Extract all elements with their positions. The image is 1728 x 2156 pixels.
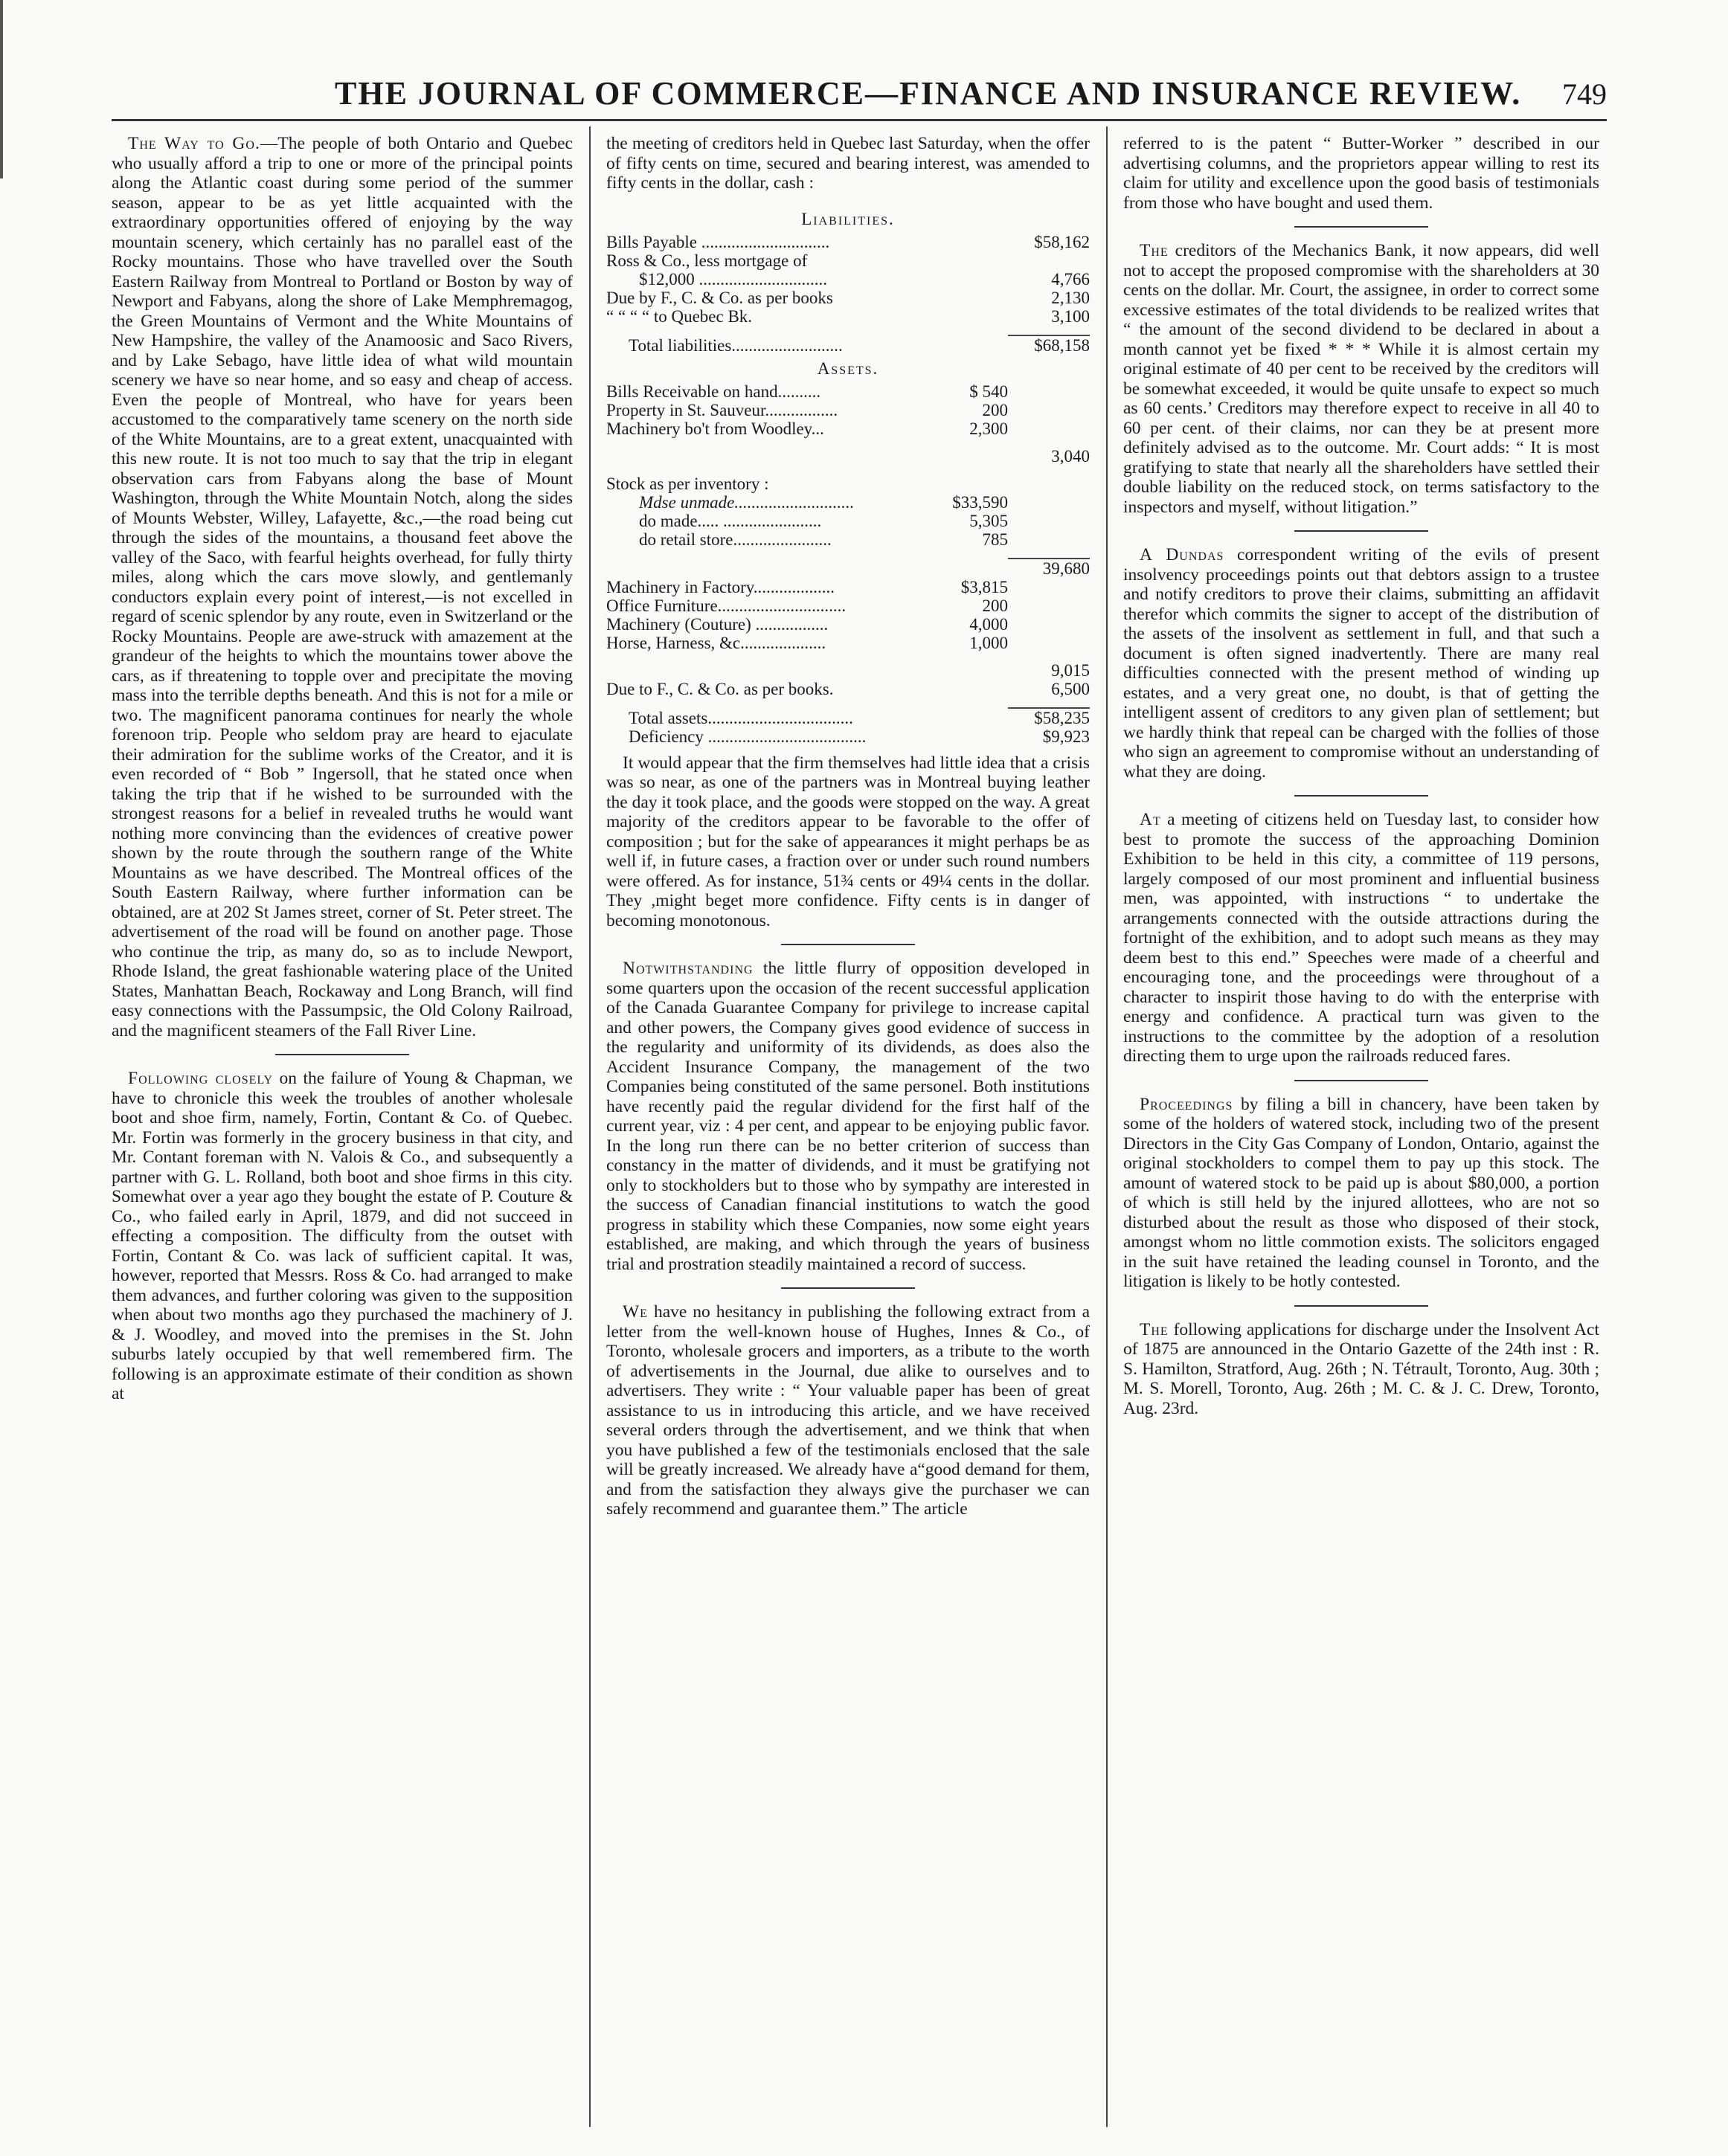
liabilities-heading: Liabilities. <box>801 209 895 228</box>
statement-label: Mdse unmade............................ <box>639 492 855 512</box>
statement-label: Due by F., C. & Co. as per books <box>606 288 833 307</box>
statement-amount: $33,590 <box>952 492 1008 512</box>
statement-label: Ross & Co., less mortgage of <box>606 251 808 270</box>
statement-amount: $ 540 <box>969 382 1008 401</box>
statement-label: Machinery in Factory................... <box>606 577 835 596</box>
statement-amount: 3,100 <box>1051 306 1090 326</box>
statement-amount: 4,766 <box>1051 269 1090 289</box>
statement-amount <box>1008 251 1090 270</box>
article-separator <box>1294 226 1428 228</box>
statement-amount: 4,000 <box>969 614 1008 634</box>
article-lead: Notwithstanding <box>623 959 754 978</box>
column-3 <box>1123 134 1599 2127</box>
statement-amount: 2,130 <box>1051 288 1090 307</box>
article-lead: The <box>1140 1319 1169 1339</box>
article-separator <box>781 1287 915 1289</box>
column-2 <box>606 134 1090 2127</box>
article-continuation: referred to is the patent “ Butter-Worker ” described in our advertising columns, and the proprietors appear willing to rest its claim for utility and excellence upon the good basis of testimonials from those who have bought and used them. <box>1123 134 1599 213</box>
total-assets-amount: $58,235 <box>1008 708 1090 727</box>
article-separator <box>1294 1080 1428 1081</box>
article-body: following applications for discharge under the Insolvent Act of 1875 are announced in the Ontario Gazette of the 24th inst : R. S. Hamilton, Stratford, Aug. 26th ; N. Tétrault, Toronto, Aug. 30th ; M. S. Morell, Toronto, Aug. 26th ; M. C. & J. C. Drew, Toronto, Aug. 23rd. <box>1123 1319 1599 1418</box>
scan-edge-mark <box>0 0 3 178</box>
article-lead: The Way to Go. <box>128 134 260 153</box>
total-liabilities-label: Total liabilities.......................... <box>629 335 843 355</box>
article-fortin-contant <box>112 1069 573 1404</box>
statement-label: Bills Receivable on hand.......... <box>606 382 821 401</box>
deficiency-amount: $9,923 <box>1042 727 1090 746</box>
statement-label: Bills Payable .............................. <box>606 232 830 251</box>
subtotal-amount: 39,680 <box>1008 559 1090 578</box>
column-divider <box>589 126 591 2127</box>
article-separator <box>1294 1305 1428 1307</box>
article-city-gas <box>1123 1095 1599 1292</box>
article-lead: A Dundas <box>1140 545 1224 564</box>
article-body: a meeting of citizens held on Tuesday last, to consider how best to promote the success of the approaching Dominion Exhibition to be held in this city, a committee of 119 persons, largely composed of our most prominent and influential business men, was appointed, with instructions “ to undertake the arrangements connected with the outside attractions during the fortnight of the exhibition, and to adopt such means as they may deem best to this end.” Speeches were made of a cheerful and encouraging tone, and the proceedings were throughout of a character to inspirit those having to do with the enterprise with energy and confidence. A practical turn was given to the instructions to the committee by the adoption of a resolution directing them to urge upon the railroads reduced fares. <box>1123 810 1599 1066</box>
statement-label: do made..... ....................... <box>639 511 822 530</box>
article-body: creditors of the Mechanics Bank, it now appears, did well not to accept the proposed compromise with the shareholders at 30 cents on the dollar. Mr. Court, the assignee, in order to correct some excessive estimates of the total dividends to be realized writes that “ the amount of the second dividend to be declared in about a month cannot yet be fixed * * * While it is almost certain my original estimate of 40 per cent to be received by the creditors will be somewhat exceeded, it would be quite unsafe to expect so much as 60 cents.’ Creditors may therefore expect to receive in all 40 to 60 per cent. of their claims, nor can they be at present more definitely advised as to the outcome. Mr. Court adds: “ It is most gratifying to state that nearly all the shareholders have settled their double liability on the reduced stock, on terms satisfactory to the inspectors and myself, without litigation.” <box>1123 241 1599 517</box>
subtotal-amount: 3,040 <box>1051 446 1090 466</box>
statement-amount: 785 <box>982 530 1008 549</box>
article-hughes-innes <box>606 1302 1090 1519</box>
article-separator <box>1294 795 1428 797</box>
statement-label: Machinery bo't from Woodley... <box>606 419 824 438</box>
article-lead: At <box>1140 810 1161 829</box>
header-rule <box>112 119 1607 121</box>
statement-amount: 5,305 <box>969 511 1008 530</box>
article-separator <box>1294 530 1428 532</box>
statement-amount: $58,162 <box>1034 232 1090 251</box>
total-liabilities-amount: $68,158 <box>1008 335 1090 355</box>
statement-label: $12,000 .............................. <box>639 269 827 289</box>
article-body: It would appear that the firm themselves had little idea that a crisis was so near, as one of the partners was in Montreal buying leather the day it took place, and the goods were stopped on the way. A great majority of the creditors appear to be favorable to the offer of composition ; but for the sake of appearances it might perhaps be as well if, in future cases, a fraction over or under such round numbers were offered. As for instance, 51¾ cents or 49¼ cents in the dollar. They ,might beget more confidence. Fifty cents is in danger of becoming monotonous. <box>606 753 1090 930</box>
statement-label: Horse, Harness, &c.................... <box>606 633 826 652</box>
article-lead: Following closely <box>128 1069 274 1088</box>
statement-label: Office Furniture.............................. <box>606 596 847 615</box>
statement-label: “ “ “ “ to Quebec Bk. <box>606 306 753 326</box>
article-dundas <box>1123 545 1599 782</box>
article-body: the little flurry of opposition developed in some quarters upon the occasion of the recent successful application of the Canada Guarantee Company for privilege to increase capital and other powers, the Company gives good evidence of success in the regularity and uniformity of its dividends, as does also the Accident Insurance Company, the management of the two Companies being constituted of the same personel. Both institutions have recently paid the regular dividend for the first half of the current year, viz : 4 per cent, and appear to be enjoying public favor. In the long run there can be no better criterion of success than constancy in the matter of dividends, and it must be gratifying not only to stockholders but to those who by sympathy are interested in the success of Canadian financial institutions to watch the good progress in stability which these Companies, now some eight years established, are making, and which through the years of business trial and prostration steadily maintained a record of success. <box>606 959 1090 1274</box>
article-dominion-exhibition <box>1123 810 1599 1066</box>
statement-amount: 200 <box>982 596 1008 615</box>
article-separator <box>781 944 915 945</box>
statement-label: Machinery (Couture) ................. <box>606 614 829 634</box>
article-lead: We <box>623 1302 648 1322</box>
article-body: have no hesitancy in publishing the following extract from a letter from the well-known house of Hughes, Innes & Co., of Toronto, wholesale grocers and importers, as a tribute to the worth of advertisements in the Journal, due alike to ourselves and to advertisers. They write : “ Your valuable paper has been of great assistance to us in introducing this article, and we have received several orders through the advertisement, and we think that when you have published a few of the testimonials enclosed that the sale will be greatly increased. We already have a“good demand for them, and from the satisfaction they always give the purchaser we can safely recommend and guarantee them.” The article <box>606 1302 1090 1519</box>
article-canada-guarantee <box>606 959 1090 1274</box>
assets-heading: Assets. <box>817 358 879 378</box>
page-title: THE JOURNAL OF COMMERCE—FINANCE AND INSURANCE REVIEW. <box>335 75 1522 112</box>
page-number: 749 <box>1562 77 1607 111</box>
statement-label: do retail store....................... <box>639 530 832 549</box>
total-assets-label: Total assets.................................. <box>629 708 853 727</box>
article-body: —The people of both Ontario and Quebec who usually afford a trip to one or more of the principal points along the Atlantic coast during some period of the summer season, appear to be as yet little acquainted with the extraordinary opportunities offered of enjoying by the way mountain scenery, which certainly has no parallel east of the Rocky mountains. Those who have travelled over the South Eastern Railway from Montreal to Portland or Boston by way of Newport and Fabyans, along the shore of Lake Memphremagog, the Green Mountains of Vermont and the White Mountains of New Hampshire, the valley of the Anamoosic and Saco Rivers, and by Lake Sebago, have little idea of what wild mountain scenery we have so near home, and so easy and cheap of access. Even the people of Montreal, who have for years been accustomed to the comparatively tame scenery on the north side of the White Mountains, are to a great extent, unacquainted with this new route. It is not too much to say that the trip in elegant observation cars from Fabyans along the base of Mount Washington, through the White Mountain Notch, along the sides of Mounts Webster, Willey, Lafayette, &c.,—the road being cut through the sides of the mountains, a thousand feet above the valley of the Saco, with fearful heights overhead, for fully thirty miles, along which the cars move slowly, and gentlemanly conductors explain every point of interest,—is not excelled in regard of scenic splendor by any route, even in Switzerland or the Rocky Mountains. People are awe-struck with amazement at the grandeur of the heights to which the mountains tower above the cars, as if threatening to topple over and precipitate the moving mass into the terrible depths beneath. And this is not for a mile or two. The magnificent panorama continues for nearly the whole forenoon trip. People who seldom pray are heard to ejaculate their admiration for the sublime works of the Creator, and it is even recorded of “ Bob ” Ingersoll, that he stated once when taking the trip that if he wished to be surrounded with the strongest reasons for a belief in revealed truths he would want nothing more convincing than the evidences of creative power shown by the route through the southern range of the White Mountains as we have described. The Montreal offices of the South Eastern Railway, where further information can be obtained, are at 202 St James street, corner of St. Peter street. The advertisement of the road will be found on another page. Those who continue the trip, as many do, so as to include Newport, Rhode Island, the great fashionable watering place of the United States, Manhattan Beach, Rockaway and Long Branch, will find easy connections with the Passumpsic, the Old Colony Railroad, and the magnificent steamers of the Fall River Line. <box>112 134 573 1040</box>
statement-amount: 6,500 <box>1051 679 1090 698</box>
article-separator <box>275 1054 409 1055</box>
statement-label: Stock as per inventory : <box>606 474 769 493</box>
statement-amount: 2,300 <box>969 419 1008 438</box>
article-body: by filing a bill in chancery, have been taken by some of the holders of watered stock, including two of the present Directors in the City Gas Company of London, Ontario, against the original stockholders to compel them to pay up this stock. The amount of watered stock to be paid up is about $80,000, a portion of which is still held by the injured allottees, who are not so disturbed about the result as those who disposed of their stock, amongst whom no little commotion exists. The solicitors engaged in the suit have retained the leading counsel in Toronto, and the litigation is likely to be hotly contested. <box>1123 1094 1599 1291</box>
article-insolvent-act <box>1123 1320 1599 1419</box>
masthead <box>112 74 1637 119</box>
article-body: correspondent writing of the evils of present insolvency proceedings points out that debtors assign to a trustee and notify creditors to prove their claims, submitting an affidavit therefor which commits the signer to accept of the distribution of the assets of the insolvent as settlement in full, and that such a document is often signed inadvertently. There are many real difficulties connected with the present method of winding up estates, and a very great one, no doubt, is that of getting the intelligent assent of creditors to any given plan of settlement; but we hardly think that repeal can be charged with the follies of those who sign an agreement to compromise without an understanding of what they are doing. <box>1123 545 1599 782</box>
article-mechanics-bank <box>1123 241 1599 517</box>
article-body: on the failure of Young & Chapman, we have to chronicle this week the troubles of another wholesale boot and shoe firm, namely, Fortin, Contant & Co. of Quebec. Mr. Fortin was formerly in the grocery business in that city, and Mr. Contant foreman with N. Valois & Co., and subsequently a partner with G. L. Rolland, both boot and shoe firms in this city. Somewhat over a year ago they bought the estate of P. Couture & Co., who failed early in April, 1879, and did not succeed in effecting a composition. The difficulty from the outset with Fortin, Contant & Co. was lack of sufficient capital. It was, however, reported that Messrs. Ross & Co. had arranged to make them advances, and further coloring was given to the supposition when about two months ago they purchased the machinery of J. & J. Woodley, and moved into the premises in the St. John suburbs lately occupied by that well remembered firm. The following is an approximate estimate of their condition as shown at <box>112 1069 573 1403</box>
statement-amount: 1,000 <box>969 633 1008 652</box>
article-way-to-go <box>112 134 573 1040</box>
statement-label: Property in St. Sauveur................. <box>606 400 838 419</box>
statement-label: Due to F., C. & Co. as per books. <box>606 679 834 698</box>
article-continuation: the meeting of creditors held in Quebec last Saturday, when the offer of fifty cents on time, secured and bearing interest, was amended to fifty cents in the dollar, cash : <box>606 134 1090 193</box>
deficiency-label: Deficiency ..................................... <box>629 727 867 746</box>
article-lead: The <box>1140 241 1169 260</box>
article-lead: Proceedings <box>1140 1094 1233 1114</box>
column-1 <box>112 134 573 2127</box>
statement-amount: 200 <box>982 400 1008 419</box>
subtotal-amount: 9,015 <box>1051 660 1090 680</box>
statement-amount: $3,815 <box>960 577 1008 596</box>
financial-statement <box>606 205 1090 746</box>
column-divider <box>1106 126 1108 2127</box>
